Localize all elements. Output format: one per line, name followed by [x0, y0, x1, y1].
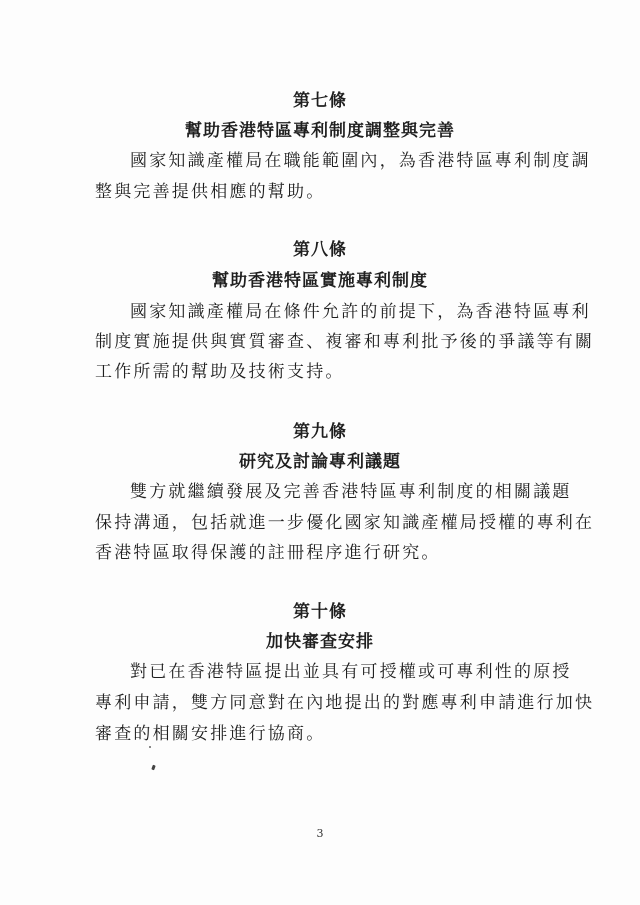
- article-title: 幫助香港特區專利制度調整與完善: [185, 121, 455, 141]
- article-number: 第七條: [293, 91, 347, 111]
- article-title: 加快審查安排: [266, 632, 374, 652]
- article-text-line: 香港特區取得保護的註冊程序進行研究。: [95, 543, 441, 563]
- article-number: 第八條: [293, 240, 347, 260]
- page-number: 3: [316, 827, 324, 840]
- article-text-line: 對已在香港特區提出並具有可授權或可專利性的原授: [130, 662, 572, 682]
- article-number: 第九條: [293, 422, 347, 442]
- article-title: 幫助香港特區實施專利制度: [212, 271, 428, 291]
- article-text-line: 國家知識產權局在職能範圍內，為香港特區專利制度調: [130, 151, 591, 171]
- article-title: 研究及討論專利議題: [239, 452, 401, 472]
- article-text-line: 整與完善提供相應的幫助。: [95, 182, 326, 202]
- article-text-line: 工作所需的幫助及技術支持。: [95, 362, 345, 382]
- scan-speck: [151, 765, 156, 771]
- article-number: 第十條: [293, 602, 347, 622]
- article-text-line: 保持溝通，包括就進一步優化國家知識產權局授權的專利在: [95, 513, 595, 533]
- article-text-line: 雙方就繼續發展及完善香港特區專利制度的相關議題: [130, 482, 572, 502]
- article-text-line: 專利申請，雙方同意對在內地提出的對應專利申請進行加快: [95, 693, 595, 713]
- article-text-line: 制度實施提供與實質審查、複審和專利批予後的爭議等有關: [95, 332, 595, 352]
- article-text-line: 審查的相關安排進行協商。: [95, 724, 326, 744]
- scan-speck: [149, 746, 151, 748]
- article-text-line: 國家知識產權局在條件允許的前提下，為香港特區專利: [130, 302, 591, 322]
